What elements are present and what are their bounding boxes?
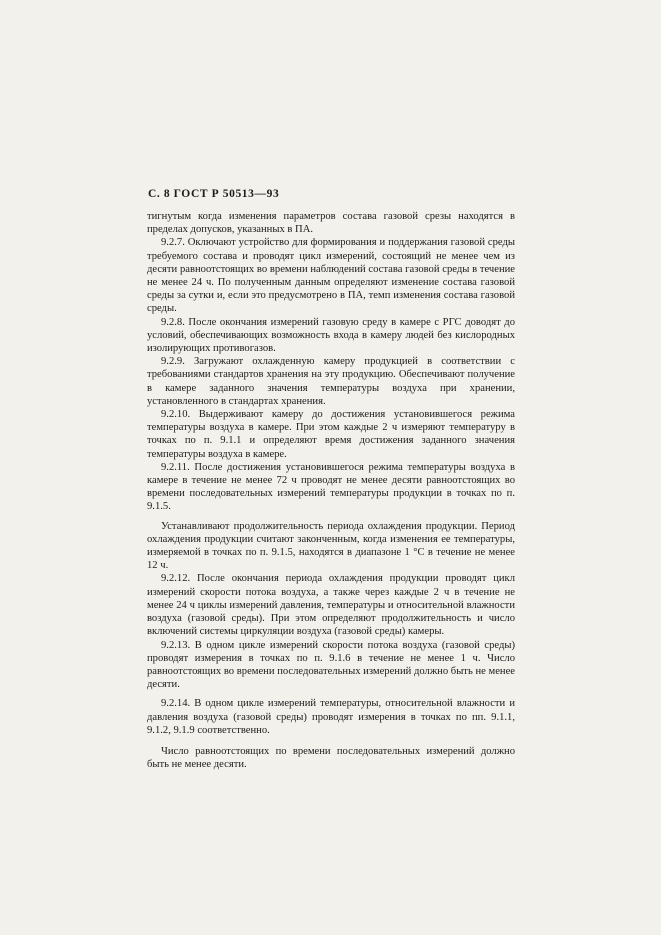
paragraph-9-2-8: 9.2.8. После окончания измерений газовую среду в камере с РГС доводят до условий, обеспечивающих возможность входа в камеру людей без кислородных изолирующих противогазов. <box>147 316 515 355</box>
page-header: С. 8 ГОСТ Р 50513—93 <box>148 188 280 200</box>
paragraph-9-2-10: 9.2.10. Выдерживают камеру до достижения установившегося режима температуры воздуха в камере. При этом каждые 2 ч измеряют температуру в точках по п. 9.1.1 и определяют время достижения заданного значения температуры воздуха в камере. <box>147 409 515 460</box>
paragraph-9-2-13: 9.2.13. В одном цикле измерений скорости потока воздуха (газовой среды) проводят измерения в точках по п. 9.1.6 в течение не менее 1 ч. Число равноотстоящих во времени последовательных измерений должно быть не менее десяти. <box>147 639 515 691</box>
paragraph-continuation: тигнутым когда изменения параметров состава газовой срезы находятся в пределах допусков, указанных в ПА. <box>147 211 515 236</box>
paragraph-9-2-9: 9.2.9. Загружают охлажденную камеру продукцией в соответствии с требованиями стандартов хранения на эту продукцию. Обеспечивают получение в камере заданного значения температуры воздуха при хранении, установленного в стандартах хранения. <box>147 356 515 407</box>
paragraph-9-2-12: 9.2.12. После окончания периода охлаждения продукции проводят цикл измерений скорости потока воздуха, а также через каждые 2 ч в течение не менее 24 ч циклы измерений давления, температуры и относительной влажности воздуха (газовой среды). При этом определяют продолжительность и число включений системы циркуляции воздуха (газовой среды) камеры. <box>147 573 515 638</box>
paragraph-9-2-11: 9.2.11. После достижения установившегося режима температуры воздуха в камере в течение не менее 72 ч проводят не менее десяти равноотстоящих во времени последовательных измерений температуры продукции в точках по п. 9.1.5. <box>147 461 515 513</box>
paragraph-final: Число равноотстоящих по времени последовательных измерений должно быть не менее десяти. <box>147 745 515 771</box>
paragraph-9-2-14: 9.2.14. В одном цикле измерений температуры, относительной влажности и давления воздуха (газовой среды) проводят измерения в точках по пп. 9.1.1, 9.1.2, 9.1.9 соответственно. <box>147 698 515 736</box>
paragraph-9-2-7: 9.2.7. Оключают устройство для формирования и поддержания газовой среды требуемого состава и проводят цикл измерений, состоящий не менее чем из десяти равноотстоящих во времени наблюдений состава газовой среды в течение не менее 24 ч. По полученным данным определяют изменение состава газовой среды за сутки и, если это предусмотрено в ПА, темп изменения состава газовой среды. <box>147 237 515 315</box>
paragraph-cooling-period: Устанавливают продолжительность периода охлаждения продукции. Период охлаждения продукции считают законченным, когда изменения ее температуры, измеряемой в точках по п. 9.1.5, находятся в диапазоне 1 °С в течение не менее 12 ч. <box>147 520 515 572</box>
document-body <box>147 210 515 771</box>
